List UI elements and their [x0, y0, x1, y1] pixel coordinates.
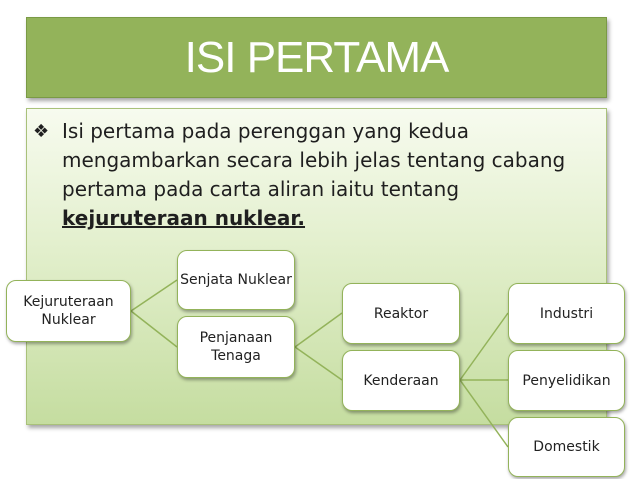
- connector-penjanaan-kenderaan: [295, 347, 342, 380]
- connector-root-penjanaan: [131, 311, 177, 347]
- node-kejuruteraan-nuklear: Kejuruteraan Nuklear: [6, 280, 131, 342]
- node-kenderaan: Kenderaan: [342, 350, 460, 411]
- slide-title: ISI PERTAMA: [184, 32, 449, 82]
- node-senjata-nuklear: Senjata Nuklear: [177, 250, 295, 310]
- node-penyelidikan: Penyelidikan: [508, 350, 625, 411]
- node-domestik: Domestik: [508, 417, 625, 477]
- bullet-emphasis: kejuruteraan nuklear.: [62, 206, 306, 230]
- connector-kenderaan-industri: [460, 313, 508, 380]
- connector-kenderaan-domestik: [460, 380, 508, 447]
- bullet-body: Isi pertama pada perenggan yang kedua mengambarkan secara lebih jelas tentang cabang pertama pada carta aliran iaitu tentang: [62, 119, 566, 201]
- diamond-bullet-icon: ❖: [33, 121, 50, 142]
- connector-penjanaan-reaktor: [295, 313, 342, 347]
- node-industri: Industri: [508, 283, 625, 344]
- connector-root-senjata: [131, 280, 177, 311]
- node-reaktor: Reaktor: [342, 283, 460, 344]
- node-penjanaan-tenaga: Penjanaan Tenaga: [177, 316, 295, 378]
